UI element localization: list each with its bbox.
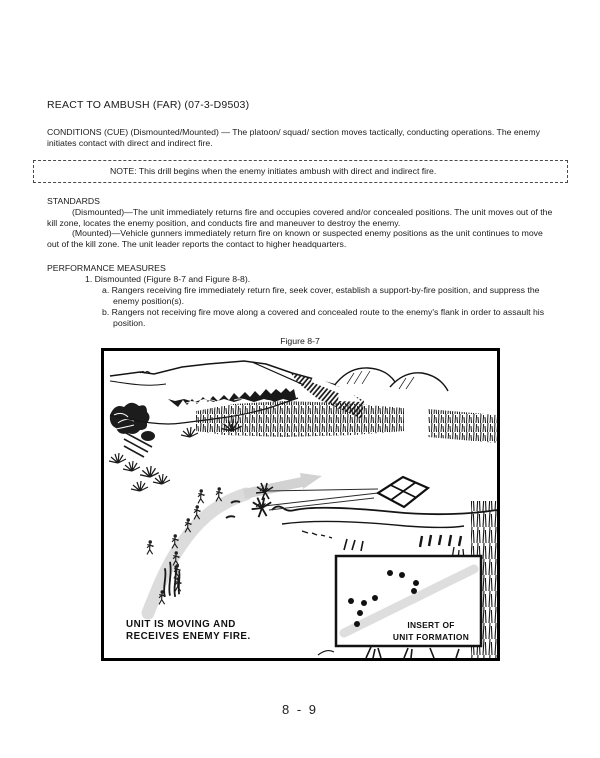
ambush-illustration	[104, 351, 497, 658]
standards-mounted-paragraph: (Mounted)—Vehicle gunners immediately return fire on known or suspected enemy positions as the unit continues to move out of the kill zone. The unit leader reports the contact to higher headquarters.	[47, 228, 543, 250]
performance-item-1b: b. Rangers not receiving fire move along a covered and concealed route to the enemy's flank in order to assault his position.	[102, 306, 545, 328]
unit-formation-inset	[336, 556, 481, 646]
bottom-vegetation	[318, 647, 459, 658]
page-number: 8 - 9	[281, 702, 318, 717]
hills-right	[334, 368, 448, 391]
performance-measures-heading: PERFORMANCE MEASURES	[47, 263, 166, 274]
terrain-contours	[272, 506, 497, 551]
page-title: REACT TO AMBUSH (FAR) (07-3-D9503)	[47, 99, 250, 111]
standards-dismounted-paragraph: (Dismounted)—The unit immediately returns fire and occupies covered and/or concealed positions. The unit moves out of the kill zone, locates the enemy position, and conducts fire and maneuver to destroy the enemy.	[47, 206, 553, 228]
note-text: NOTE: This drill begins when the enemy initiates ambush with direct and indirect fire.	[110, 165, 437, 176]
enemy-unit-symbol	[378, 477, 428, 507]
left-vegetation-cluster	[109, 402, 154, 440]
performance-item-1a: a. Rangers receiving fire immediately return fire, seek cover, establish a support-by-fire position, and suppress the enemy position(s).	[102, 285, 540, 306]
figure-caption: Figure 8-7	[280, 335, 320, 346]
left-foreground-details	[109, 433, 170, 491]
figure-8-7-frame	[101, 348, 500, 661]
inset-label-line1: INSERT OF	[406, 619, 455, 630]
note-box	[33, 160, 568, 183]
standards-heading: STANDARDS	[47, 195, 100, 206]
unit-status-label	[126, 619, 251, 642]
movement-arrow-icon	[300, 473, 322, 489]
inset-label-line2: UNIT FORMATION	[392, 631, 469, 642]
grass-band	[181, 401, 497, 443]
unit-label-line2: RECEIVES ENEMY FIRE.	[125, 630, 251, 642]
performance-item-1: 1. Dismounted (Figure 8-7 and Figure 8-8).	[85, 274, 251, 285]
conditions-paragraph: CONDITIONS (CUE) (Dismounted/Mounted) — The platoon/ squad/ section moves tactically, conducting operations. The enemy initiates contact with direct and indirect fire.	[47, 127, 540, 148]
unit-label-line1: UNIT IS MOVING AND	[125, 618, 236, 630]
